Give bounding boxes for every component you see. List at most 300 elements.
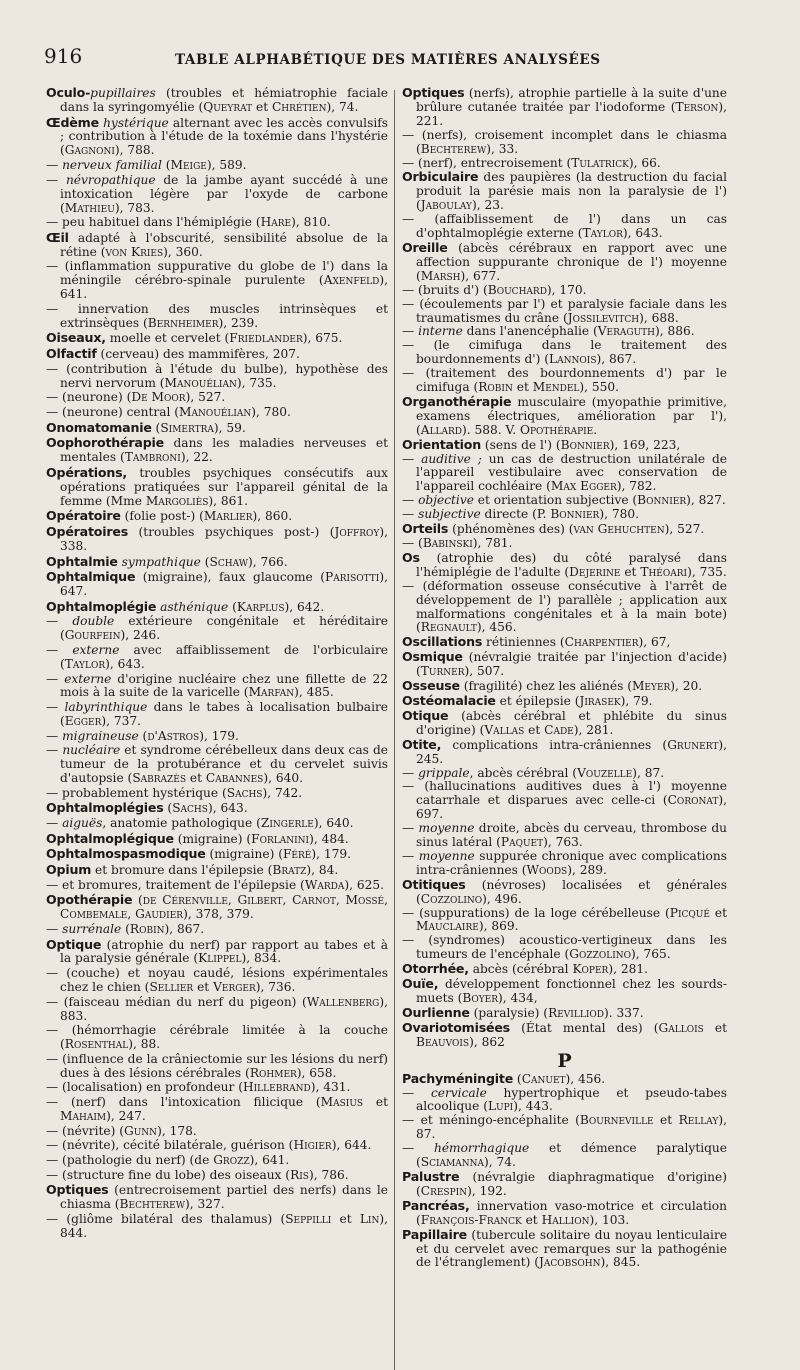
author-name: Sellier xyxy=(149,980,194,995)
entry-text: — xyxy=(46,172,66,187)
author-name: Vallas xyxy=(484,722,525,737)
author-name: Sabrazès xyxy=(132,771,187,786)
entry-text: — xyxy=(46,614,73,629)
author-name: Bernheimer xyxy=(147,315,219,330)
entry-text: ), 79. xyxy=(620,693,653,708)
author-name: Parisotti xyxy=(325,570,380,585)
entry-text: développement fonctionnel chez les sourds-muets ( xyxy=(416,977,727,1005)
entry-text: (troubles psychiques post-) ( xyxy=(128,524,335,539)
author-name: Dejerine xyxy=(569,564,621,579)
index-entry xyxy=(402,129,727,157)
author-name: Mendel xyxy=(532,380,580,395)
index-entry xyxy=(46,817,388,831)
author-name: Mahaim xyxy=(60,1108,107,1123)
entry-text: suppurée chronique avec complications intra-crâniennes ( xyxy=(416,848,727,877)
index-entry xyxy=(46,1096,388,1124)
headword: Otite, xyxy=(402,736,442,752)
entry-text: ( xyxy=(121,921,130,936)
index-entry xyxy=(402,738,727,767)
author-name: Boyer xyxy=(462,991,499,1005)
entry-text: alternant avec les accès convulsifs ; contribution à l'étude de la toxémie dans l'hystérie ( xyxy=(60,115,388,158)
author-name: Manouélian xyxy=(164,375,237,390)
entry-text: ), 861. xyxy=(208,493,249,508)
entry-text: (névralgie diaphragmatique d'origine) ( xyxy=(416,1169,727,1198)
entry-text: ), 697. xyxy=(416,793,727,822)
index-entry xyxy=(402,709,727,738)
headword: Ophtalmospasmodique xyxy=(46,846,206,862)
entry-text: — xyxy=(46,642,73,657)
italic-term: labyrinthique xyxy=(64,700,148,715)
author-name: Higier xyxy=(293,1138,332,1153)
author-name: Cabannes xyxy=(205,771,264,786)
entry-text: ), 641. xyxy=(249,1152,290,1167)
entry-text: ( xyxy=(138,728,148,743)
headword: Opérations, xyxy=(46,464,128,480)
entry-text: — xyxy=(46,671,65,686)
author-name: Veraguth xyxy=(597,324,656,339)
italic-term: hystérique xyxy=(103,115,169,130)
entry-text: — (nerfs), croisement incomplet dans le chiasma ( xyxy=(402,127,727,156)
index-entry xyxy=(46,406,388,420)
entry-text: ( xyxy=(200,554,210,569)
entry-text: — (influence de la crâniectomie sur les lésions du nerf) dues à des lésions cérébrales ( xyxy=(46,1051,388,1080)
entry-text: ), 643. xyxy=(207,801,248,816)
entry-text: ), 484. xyxy=(309,831,349,846)
entry-text: (folie post-) ( xyxy=(120,509,204,524)
entry-text: (tubercule solitaire du noyau lenticulaire et du cervelet avec remarques sur la pathogénie de l'étranglement) ( xyxy=(416,1227,727,1270)
index-entry xyxy=(46,570,388,599)
index-entry xyxy=(402,679,727,694)
index-entry xyxy=(402,635,727,650)
entry-text: , abcès cérébral ( xyxy=(469,765,578,780)
author-name: Bechterew xyxy=(119,1197,185,1212)
entry-text: d'origine nucléaire chez une fillette de 22 mois à la suite de la varicelle ( xyxy=(60,671,389,700)
author-name: Masius xyxy=(320,1095,364,1110)
entry-text: — xyxy=(402,848,419,863)
author-name: Beauvois xyxy=(416,1034,470,1049)
headword: Otorrhée, xyxy=(402,961,469,977)
author-name: Gourfein xyxy=(64,628,121,643)
italic-term: nucléaire xyxy=(62,743,121,758)
entry-text: . xyxy=(593,422,598,437)
author-name: Turner xyxy=(420,664,465,679)
author-name: Gallois xyxy=(658,1020,704,1035)
author-name: d'Astros xyxy=(147,728,200,743)
entry-text: — et méningo-encéphalite ( xyxy=(402,1113,580,1128)
entry-text: ), 246. xyxy=(120,628,161,643)
entry-text: ), 239. xyxy=(218,315,259,330)
entry-text: — (névrite), cécité bilatérale, guérison ( xyxy=(46,1138,294,1153)
index-entry xyxy=(402,780,727,822)
index-entry xyxy=(402,453,727,495)
index-entry xyxy=(46,421,388,436)
index-entry xyxy=(46,996,388,1024)
index-entry xyxy=(46,1169,388,1183)
author-name: Terson xyxy=(675,99,719,114)
entry-text: ), 867. xyxy=(164,921,205,936)
entry-text: — xyxy=(402,765,419,780)
entry-text: ), 179. xyxy=(199,728,239,743)
index-entry xyxy=(402,1199,727,1228)
entry-text: extérieure congénitale et héréditaire ( xyxy=(60,614,389,643)
entry-text: innervation vaso-motrice et circulation ( xyxy=(416,1198,727,1227)
index-entry xyxy=(46,363,388,391)
entry-text: ), 527. xyxy=(664,522,705,537)
author-name: Chrétien xyxy=(271,99,327,114)
author-name: Lupi xyxy=(487,1099,514,1114)
entry-text: (nerfs), atrophie partielle à la suite d'une brûlure cutanée traitée par l'iodoforme ( xyxy=(416,86,727,114)
entry-text: — ( xyxy=(402,536,423,550)
index-entry xyxy=(46,159,388,173)
italic-term: grippale xyxy=(418,765,470,780)
index-entry xyxy=(46,1183,388,1212)
author-name: Meige xyxy=(170,158,207,173)
italic-term: nerveux familial xyxy=(62,158,162,173)
entry-text: ), 867. xyxy=(596,352,637,367)
entry-text: ), 845. xyxy=(600,1255,641,1270)
entry-text: avec affaiblissement de l'orbiculaire ( xyxy=(60,642,388,671)
index-entry xyxy=(402,962,727,977)
author-name: Opothérapie xyxy=(519,422,594,437)
entry-text: — probablement hystérique ( xyxy=(46,785,227,800)
index-entry xyxy=(46,967,388,995)
author-name: Lannois xyxy=(549,352,597,367)
italic-term: subjective xyxy=(418,507,481,522)
index-entry xyxy=(402,367,727,395)
author-name: Taylor xyxy=(582,226,623,241)
entry-text: ), 781. xyxy=(472,536,513,550)
headword: Œdème xyxy=(46,114,99,130)
author-name: Jossilevitch xyxy=(567,310,640,325)
index-entry xyxy=(402,522,727,537)
author-name: Bourneville xyxy=(579,1113,654,1128)
author-name: Forlanini xyxy=(251,831,310,846)
index-entry xyxy=(46,509,388,524)
entry-text: complications intra-crâniennes ( xyxy=(441,737,668,752)
index-entry xyxy=(46,347,388,362)
entry-text: — (névrite) ( xyxy=(46,1123,124,1138)
entry-text: ), 883. xyxy=(60,994,388,1023)
author-name: De Moor xyxy=(131,390,186,405)
entry-text: (abcès cérébral et phlébite du sinus d'origine) ( xyxy=(416,708,727,737)
entry-text: ), 485. xyxy=(294,685,334,700)
entry-text: — (neurone) central ( xyxy=(46,404,179,419)
entry-text: et xyxy=(331,1211,360,1226)
entry-text: et xyxy=(363,1095,389,1110)
headword: Opothérapie xyxy=(46,892,133,908)
author-name: Bratz xyxy=(272,863,307,878)
author-name: Joffroy xyxy=(334,524,380,539)
author-name: Vouzelle xyxy=(577,765,633,780)
index-entry xyxy=(46,744,388,786)
headword: Opératoires xyxy=(46,523,129,539)
author-name: Seppilli xyxy=(285,1211,332,1226)
headword: Oreille xyxy=(402,239,448,255)
entry-text: ), 766. xyxy=(247,554,288,569)
author-name: Crespin xyxy=(420,1183,468,1198)
entry-text: ), 23. xyxy=(471,198,504,213)
entry-text: ), 74. xyxy=(484,1155,516,1170)
entry-text: des paupières (la destruction du facial produit la parésie mais non la paralysie de l') ( xyxy=(416,170,727,213)
entry-text: musculaire (myopathie primitive, examens électriques, amélioration par l'), ( xyxy=(416,394,727,437)
author-name: Warda xyxy=(304,877,345,892)
author-name: Canuet xyxy=(521,1071,566,1086)
entry-text: (État mental des) ( xyxy=(509,1020,659,1035)
headword: Optique xyxy=(46,936,102,952)
entry-text: ), 221. xyxy=(416,99,727,128)
entry-text: ), 59. xyxy=(213,420,246,435)
entry-text: — xyxy=(402,507,419,522)
author-name: Karplus xyxy=(236,599,285,614)
entry-text: — (traitement des bourdonnements d') par le cimifuga ( xyxy=(402,366,727,395)
index-entry xyxy=(402,1072,727,1087)
entry-text: (paralysie) ( xyxy=(469,1005,549,1020)
entry-text: — (hallucinations auditives dues à l') moyenne catarrhale et disparues avec celle-ci ( xyxy=(402,779,727,808)
entry-text: (phénomènes des) ( xyxy=(448,522,574,537)
italic-term: asthénique xyxy=(160,599,229,614)
author-name: Hare xyxy=(260,215,292,230)
author-name: Jacobsohn xyxy=(539,1255,601,1270)
index-entry xyxy=(402,822,727,850)
italic-term: névropathique xyxy=(65,172,156,187)
entry-text: ), 589. xyxy=(206,158,247,173)
headword: Palustre xyxy=(402,1168,460,1184)
author-name: Sachs xyxy=(226,785,263,800)
author-name: Robin xyxy=(129,921,165,936)
author-name: Charpentier xyxy=(564,635,639,650)
author-name: Margoliès xyxy=(145,493,209,508)
headword: Pancréas, xyxy=(402,1197,470,1213)
headword: Optiques xyxy=(46,1182,109,1198)
entry-text: hypertrophique et pseudo-tabes alcoolique ( xyxy=(416,1085,727,1114)
author-name: Grunert xyxy=(667,737,719,752)
headword: Optiques xyxy=(402,85,465,100)
entry-text: — (suppurations) de la loge cérébelleuse ( xyxy=(402,905,670,920)
author-name: Marlier xyxy=(203,509,253,524)
entry-text: ), 170. xyxy=(546,282,587,297)
author-name: Sachs xyxy=(172,801,208,816)
entry-text: ), 103. xyxy=(589,1212,630,1227)
entry-text: ), 33. xyxy=(486,141,519,156)
headword: Pachyméningite xyxy=(402,1070,514,1086)
index-entry xyxy=(46,391,388,405)
entry-text: ), 443. xyxy=(513,1099,553,1114)
headword: Otique xyxy=(402,707,449,723)
index-entry xyxy=(402,977,727,1006)
entry-text: — (bruits d') ( xyxy=(402,282,488,297)
entry-text: ), 74. xyxy=(326,99,359,114)
entry-text: (migraine) ( xyxy=(205,847,283,862)
index-entry xyxy=(46,1081,388,1095)
section-letter-heading: P xyxy=(557,1049,572,1072)
index-entry xyxy=(46,863,388,878)
entry-text: ), 647. xyxy=(60,570,388,599)
entry-text: ), 550. xyxy=(579,380,620,395)
author-name: Gunn xyxy=(123,1123,158,1138)
index-column-left xyxy=(46,86,388,1241)
index-entry xyxy=(46,1213,388,1241)
index-entry xyxy=(402,298,727,326)
entry-text: ), 22. xyxy=(180,450,213,465)
author-name: Max Egger xyxy=(550,479,617,494)
entry-text: — (gliôme bilatéral des thalamus) ( xyxy=(46,1211,286,1226)
column-divider xyxy=(394,90,395,1370)
entry-text: ), 735. xyxy=(236,375,277,390)
entry-text: — xyxy=(402,1085,431,1100)
entry-text: (fragilité) chez les aliénés ( xyxy=(459,679,632,694)
entry-text: — (nerf), entrecroisement ( xyxy=(402,155,572,170)
author-name: Simertra xyxy=(160,420,214,435)
headword: Ophtalmique xyxy=(46,569,136,585)
entry-text: — (contribution à l'étude du bulbe), hypothèse des nervi nervorum ( xyxy=(46,361,388,390)
entry-text: ), 456. xyxy=(565,1071,606,1086)
index-entry xyxy=(46,116,388,159)
headword: Ophtalmoplégies xyxy=(46,800,164,816)
index-entry xyxy=(402,86,727,129)
headword: Otitiques xyxy=(402,876,466,892)
entry-text: ), 641. xyxy=(60,273,388,302)
headword: Opératoire xyxy=(46,508,121,524)
headword: Olfactif xyxy=(46,346,97,362)
entry-text: — xyxy=(402,324,419,339)
entry-text: (migraine) ( xyxy=(173,831,252,846)
entry-text: et xyxy=(252,99,272,114)
entry-text: ( xyxy=(151,420,161,435)
entry-text: et orientation subjective ( xyxy=(473,493,638,508)
author-name: von Kries xyxy=(105,244,164,259)
index-entry xyxy=(46,525,388,554)
index-entry xyxy=(402,1087,727,1115)
index-entry xyxy=(46,730,388,744)
index-entry xyxy=(402,1114,727,1142)
headword: Ourlienne xyxy=(402,1004,470,1020)
entry-text: , anatomie pathologique ( xyxy=(102,816,261,831)
index-entry xyxy=(402,1021,727,1050)
entry-text: et xyxy=(193,980,214,995)
entry-text: ), 765. xyxy=(631,947,671,962)
author-name: Friedlander xyxy=(229,331,303,346)
entry-text: ), 247. xyxy=(106,1108,146,1123)
entry-text: — xyxy=(46,743,63,758)
entry-text: ), 281. xyxy=(608,962,648,977)
entry-text: — (pathologie du nerf) (de xyxy=(46,1152,214,1167)
index-entry xyxy=(46,879,388,893)
index-entry xyxy=(402,694,727,709)
italic-term: migraineuse xyxy=(62,728,139,743)
index-entry xyxy=(402,157,727,171)
author-name: Koper xyxy=(572,962,609,977)
entry-text: — (faisceau médian du nerf du pigeon) ( xyxy=(46,994,307,1009)
entry-text: ), 643. xyxy=(622,226,663,241)
entry-text: ), 763. xyxy=(543,835,583,850)
entry-text: — (couche) et noyau caudé, lésions expérimentales chez le chien ( xyxy=(46,966,388,995)
entry-text: ), 642. xyxy=(284,599,325,614)
headword: Ophtalmoplégique xyxy=(46,830,174,846)
entry-text: ), 677. xyxy=(460,268,501,283)
entry-text: (atrophie des) du côté paralysé dans l'hémiplégie de l'adulte ( xyxy=(416,550,727,579)
index-entry xyxy=(46,787,388,801)
headword: Œil xyxy=(46,229,69,245)
entry-text: — xyxy=(402,821,419,836)
index-entry xyxy=(46,174,388,216)
entry-text: ), 735. xyxy=(687,564,727,579)
author-name: Marfan xyxy=(248,685,295,700)
entry-text: ), 360. xyxy=(163,244,203,259)
entry-text: ), 675. xyxy=(302,331,343,346)
entry-text: ), 862 xyxy=(469,1034,505,1049)
headword: Ophtalmoplégie xyxy=(46,598,157,614)
entry-text: — xyxy=(46,728,63,743)
index-entry xyxy=(46,331,388,346)
index-entry xyxy=(402,1006,727,1021)
headword: Osseuse xyxy=(402,678,460,694)
author-name: Allard xyxy=(420,422,463,437)
author-name: Cozzolino xyxy=(420,891,483,906)
entry-text: ). 337. xyxy=(603,1005,644,1020)
entry-text: — (localisation) en profondeur ( xyxy=(46,1080,243,1095)
italic-term: interne xyxy=(418,324,463,339)
author-name: Théoari xyxy=(640,564,688,579)
author-name: Babinski xyxy=(422,536,473,550)
author-name: Paquet xyxy=(500,835,544,850)
entry-text: et xyxy=(186,771,206,786)
entry-text: — (écoulements par l') et paralysie faciale dans les traumatismes du crâne ( xyxy=(402,296,727,325)
entry-text: — innervation des muscles intrinsèques et extrinsèques ( xyxy=(46,301,388,330)
index-entry xyxy=(402,395,727,438)
author-name: Jaboulay xyxy=(420,198,472,213)
entry-text: ), 245. xyxy=(416,737,727,766)
author-name: Taylor xyxy=(64,656,106,671)
entry-text: ), 434, xyxy=(498,991,538,1005)
headword: Ovariotomisées xyxy=(402,1019,510,1035)
author-name: Rellay xyxy=(678,1113,719,1128)
index-entry xyxy=(46,893,388,922)
index-entry xyxy=(46,1053,388,1081)
entry-text: et xyxy=(653,1113,679,1128)
entry-text: — (nerf) dans l'intoxication filicique ( xyxy=(46,1095,321,1110)
index-entry xyxy=(402,767,727,781)
entry-text: ), 178. xyxy=(157,1123,197,1138)
author-name: Meyer xyxy=(631,679,671,694)
italic-term: hémorrhagique xyxy=(433,1141,530,1156)
entry-text: (sens de l') ( xyxy=(481,437,561,452)
italic-term: externe xyxy=(64,671,112,686)
author-name: François-Franck xyxy=(420,1212,522,1227)
entry-text: ), 289. xyxy=(567,862,607,877)
entry-text: ), 88. xyxy=(128,1037,161,1052)
index-entry xyxy=(46,644,388,672)
author-name: Coronat xyxy=(667,793,719,808)
author-name: Bonnier xyxy=(550,507,600,522)
author-name: Ris xyxy=(290,1167,309,1182)
italic-term: objective xyxy=(418,493,474,508)
author-name: Bouchard xyxy=(487,282,547,297)
entry-text: ( xyxy=(513,1071,522,1086)
entry-text: — (syndromes) acoustico-vertigineux dans les tumeurs de l'encéphale ( xyxy=(402,933,727,962)
author-name: Féré xyxy=(282,847,312,862)
index-entry xyxy=(46,1024,388,1052)
index-entry xyxy=(402,650,727,679)
headword: Osmique xyxy=(402,649,463,665)
index-entry xyxy=(402,508,727,522)
author-name: Woods xyxy=(526,862,568,877)
entry-text: ), 67, xyxy=(638,635,671,650)
author-name: Sciamanna xyxy=(420,1155,485,1170)
entry-text: ), 827. xyxy=(686,493,726,508)
entry-text: (abcès cérébraux en rapport avec une affection suppurante chronique de l') moyenne ( xyxy=(416,240,727,283)
index-entry xyxy=(402,551,727,580)
entry-text: ), 688. xyxy=(639,310,679,325)
